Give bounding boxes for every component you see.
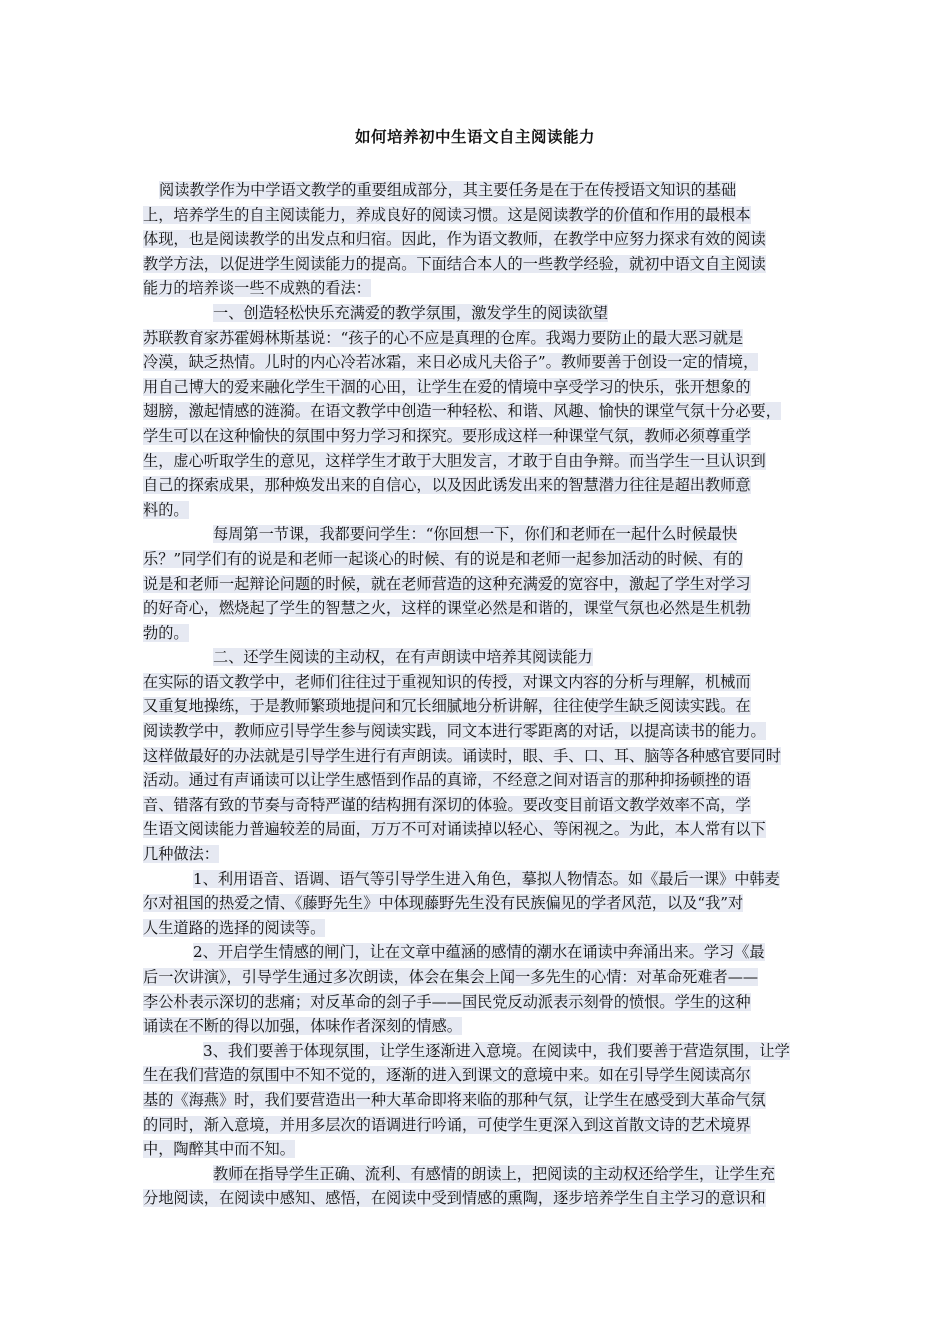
line-text: 能力的培养谈一些不成熟的看法：	[143, 279, 371, 298]
line-text: 生在我们营造的氛围中不知不觉的，逐渐的进入到课文的意境中来。如在引导学生阅读高尔	[143, 1066, 751, 1085]
paragraph-line	[143, 990, 808, 1015]
paragraph-line	[143, 670, 808, 695]
paragraph-line	[143, 572, 808, 597]
paragraph-line	[143, 867, 808, 892]
paragraph-line	[143, 744, 808, 769]
paragraph-line	[143, 891, 808, 916]
line-text: 的好奇心，燃烧起了学生的智慧之火，这样的课堂必然是和谐的，课堂气氛也必然是生机勃	[143, 599, 751, 618]
line-text: 自己的探索成果，那种焕发出来的自信心，以及因此诱发出来的智慧潜力往往是超出教师意	[143, 476, 751, 495]
line-text: 这样做最好的办法就是引导学生进行有声朗读。诵读时，眼、手、口、耳、脑等各种感官要同时	[143, 746, 781, 765]
paragraph-line	[143, 1039, 808, 1064]
paragraph-line	[143, 768, 808, 793]
line-text: 分地阅读，在阅读中感知、感悟，在阅读中受到情感的熏陶，逐步培养学生自主学习的意识和	[143, 1189, 766, 1208]
line-text: 一、创造轻松快乐充满爱的教学氛围，激发学生的阅读欲望	[213, 303, 608, 322]
paragraph-line	[143, 793, 808, 818]
paragraph-line	[143, 596, 808, 621]
line-text: 几种做法：	[143, 845, 219, 864]
paragraph-line	[143, 1162, 808, 1187]
line-text: 在实际的语文教学中，老师们往往过于重视知识的传授，对课文内容的分析与理解，机械而	[143, 672, 751, 691]
paragraph-line	[143, 178, 808, 203]
paragraph-line	[143, 916, 808, 941]
line-text: 人生道路的选择的阅读等。	[143, 918, 326, 937]
line-text: 2、开启学生情感的闸门，让在文章中蕴涵的感情的潮水在诵读中奔涌出来。学习《最	[193, 943, 765, 962]
paragraph-line	[143, 350, 808, 375]
line-text: 说是和老师一起辩论问题的时候，就在老师营造的这种充满爱的宽容中，激起了学生对学习	[143, 574, 751, 593]
line-text: 3、我们要善于体现氛围，让学生逐渐进入意境。在阅读中，我们要善于营造氛围，让学	[203, 1041, 790, 1060]
section-heading-line	[143, 645, 808, 670]
paragraph-line	[143, 817, 808, 842]
paragraph-line	[143, 547, 808, 572]
line-text: 尔对祖国的热爱之情、《藤野先生》中体现藤野先生没有民族偏见的学者风范，以及“我”对	[143, 894, 744, 913]
line-text: 后一次讲演》，引导学生通过多次朗读，体会在集会上闻一多先生的心情：对革命死难者——	[143, 968, 759, 986]
section-heading-line	[143, 301, 808, 326]
line-text: 每周第一节课，我都要问学生：“你回想一下，你们和老师在一起什么时候最快	[213, 525, 738, 544]
paragraph-line	[143, 375, 808, 400]
line-text: 音、错落有致的节奏与奇特严谨的结构拥有深切的体验。要改变目前语文教学效率不高，学	[143, 795, 751, 814]
paragraph-line	[143, 1137, 808, 1162]
paragraph-line	[143, 1014, 808, 1039]
paragraph-line	[143, 940, 808, 965]
paragraph-line	[143, 227, 808, 252]
paragraph-line	[143, 965, 808, 990]
paragraph-line	[143, 498, 808, 523]
line-text: 生，虚心听取学生的意见，这样学生才敢于大胆发言，才敢于自由争辩。而当学生一旦认识到	[143, 451, 766, 470]
line-text: 中，陶醉其中而不知。	[143, 1140, 295, 1159]
line-text: 阅读教学作为中学语文教学的重要组成部分，其主要任务是在于在传授语文知识的基础	[159, 181, 737, 199]
line-text: 翅膀，激起情感的涟漪。在语文教学中创造一种轻松、和谐、风趣、愉快的课堂气氛十分必要，	[143, 402, 781, 421]
line-text: 勃的。	[143, 623, 189, 642]
line-text: 苏联教育家苏霍姆林斯基说：“孩子的心不应是真理的仓库。我竭力要防止的最大恶习就是	[143, 328, 744, 347]
line-text: 生语文阅读能力普遍较差的局面，万万不可对诵读掉以轻心、等闲视之。为此，本人常有以下	[143, 820, 766, 839]
paragraph-line	[143, 1186, 808, 1211]
paragraph-line	[143, 694, 808, 719]
paragraph-line	[143, 1063, 808, 1088]
line-text: 二、还学生阅读的主动权，在有声朗读中培养其阅读能力	[213, 648, 593, 667]
line-text: 1、利用语音、语调、语气等引导学生进入角色，摹拟人物情态。如《最后一课》中韩麦	[193, 869, 780, 888]
line-text: 的同时，渐入意境，并用多层次的语调进行吟诵，可使学生更深入到这首散文诗的艺术境界	[143, 1115, 751, 1134]
line-text: 体现，也是阅读教学的出发点和归宿。因此，作为语文教师，在教学中应努力探求有效的阅读	[143, 230, 766, 249]
line-text: 教学方法，以促进学生阅读能力的提高。下面结合本人的一些教学经验，就初中语文自主阅读	[143, 254, 766, 273]
paragraph-line	[143, 842, 808, 867]
line-text: 上，培养学生的自主阅读能力，养成良好的阅读习惯。这是阅读教学的价值和作用的最根本	[143, 205, 751, 224]
document-body	[143, 178, 808, 1211]
paragraph-line	[143, 399, 808, 424]
line-text: 教师在指导学生正确、流利、有感情的朗读上，把阅读的主动权还给学生，让学生充	[213, 1164, 775, 1183]
line-text: 冷漠，缺乏热情。儿时的内心冷若冰霜，来日必成凡夫俗子”。教师要善于创设一定的情境，	[143, 353, 759, 372]
paragraph-line	[143, 203, 808, 228]
paragraph-line	[143, 621, 808, 646]
line-text: 料的。	[143, 500, 189, 519]
line-text: 李公朴表示深切的悲痛；对反革命的刽子手——国民党反动派表示刻骨的愤恨。学生的这种	[143, 992, 751, 1011]
paragraph-line	[143, 449, 808, 474]
paragraph-line	[143, 252, 808, 277]
document-title: 如何培养初中生语文自主阅读能力	[354, 127, 595, 146]
line-text: 用自己博大的爱来融化学生干涸的心田，让学生在爱的情境中享受学习的快乐，张开想象的	[143, 377, 751, 396]
paragraph-line	[143, 276, 808, 301]
paragraph-line	[143, 326, 808, 351]
line-text: 活动。通过有声诵读可以让学生感悟到作品的真谛，不经意之间对语言的那种抑扬顿挫的语	[143, 771, 751, 790]
paragraph-line	[143, 473, 808, 498]
line-text: 乐？”同学们有的说是和老师一起谈心的时候、有的说是和老师一起参加活动的时候、有的	[143, 549, 744, 568]
paragraph-line	[143, 424, 808, 449]
paragraph-line	[143, 719, 808, 744]
line-text: 诵读在不断的得以加强，体味作者深刻的情感。	[143, 1017, 462, 1036]
line-text: 学生可以在这种愉快的氛围中努力学习和探究。要形成这样一种课堂气氛，教师必须尊重学	[143, 426, 751, 445]
paragraph-line	[143, 522, 808, 547]
line-text: 又重复地操练，于是教师繁琐地提问和冗长细腻地分析讲解，往往使学生缺乏阅读实践。在	[143, 697, 751, 716]
line-text: 阅读教学中，教师应引导学生参与阅读实践，同文本进行零距离的对话，以提高读书的能力。	[143, 722, 766, 741]
line-text: 基的《海燕》时，我们要营造出一种大革命即将来临的那种气氛，让学生在感受到大革命气氛	[143, 1090, 766, 1109]
paragraph-line	[143, 1113, 808, 1138]
paragraph-line	[143, 1088, 808, 1113]
